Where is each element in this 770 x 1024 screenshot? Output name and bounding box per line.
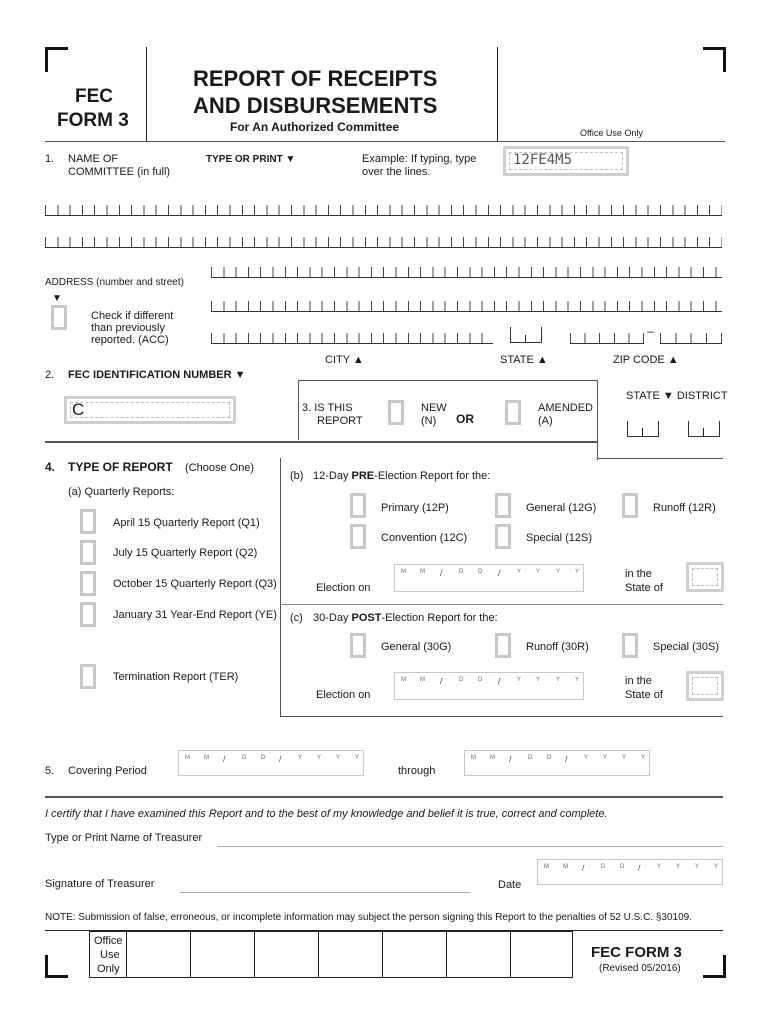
office-grid-col-5 (382, 931, 383, 978)
general-12g-label: General (12G) (526, 502, 597, 514)
date-separator: / (498, 676, 501, 686)
state-label: STATE ▲ (500, 354, 548, 366)
treasurer-name-line[interactable] (218, 846, 723, 847)
section-4-divider (280, 458, 281, 716)
pre-election-state-field[interactable] (686, 562, 724, 592)
post-election-label (313, 612, 498, 625)
address-changed-label-2: than previously (91, 322, 165, 334)
general-30g-checkbox[interactable] (350, 633, 366, 658)
section-3-separator-right (597, 458, 723, 459)
zip-extension-field[interactable] (660, 333, 722, 344)
q1-checkbox[interactable] (80, 509, 96, 534)
special-12s-label: Special (12S) (526, 532, 593, 544)
post-election-in-the: in the (625, 675, 652, 687)
q3-checkbox[interactable] (80, 571, 96, 596)
address-arrow-icon: ▼ (52, 293, 62, 304)
post-election-on-label: Election on (316, 689, 371, 701)
runoff-12r-label: Runoff (12R) (653, 502, 716, 514)
ter-checkbox[interactable] (80, 664, 96, 689)
corner-mark-top-left (45, 47, 68, 72)
date-placeholder-y: Y (657, 864, 662, 870)
type-or-print-label: TYPE OR PRINT ▼ (206, 154, 296, 165)
typing-example-2: over the lines. (362, 166, 431, 178)
primary-12p-label: Primary (12P) (381, 502, 449, 514)
date-placeholder-m: M (401, 677, 406, 683)
ter-label: Termination Report (TER) (113, 671, 239, 683)
date-placeholder-y: Y (556, 569, 561, 575)
covering-period-start-field[interactable] (178, 750, 364, 776)
footer-revised-date: (Revised 05/2016) (599, 963, 681, 974)
runoff-12r-checkbox[interactable] (622, 493, 638, 518)
date-placeholder-y: Y (298, 755, 303, 761)
office-use-label-3: Only (97, 963, 120, 975)
post-election-suffix: -Election Report for the: (381, 612, 498, 624)
new-report-label-2: (N) (421, 415, 437, 427)
zip-code-field[interactable] (570, 333, 644, 344)
date-separator: / (565, 754, 568, 764)
post-election-bold: POST (351, 612, 382, 624)
form-label-number: FORM 3 (57, 110, 129, 131)
date-placeholder-y: Y (336, 755, 341, 761)
pre-election-state-of: State of (625, 582, 663, 594)
date-placeholder-d: D (547, 755, 552, 761)
special-30s-label: Special (30S) (653, 641, 720, 653)
address-changed-checkbox[interactable] (51, 305, 67, 330)
date-placeholder-y: Y (603, 755, 608, 761)
date-placeholder-y: Y (575, 569, 580, 575)
pre-election-separator (280, 604, 723, 605)
pre-election-suffix: -Election Report for the: (374, 470, 491, 482)
header-line (45, 141, 725, 142)
date-placeholder-y: Y (355, 755, 360, 761)
committee-name-label-2: COMMITTEE (in full) (68, 166, 171, 178)
runoff-30r-checkbox[interactable] (495, 633, 511, 658)
signature-date-label: Date (498, 879, 522, 891)
zip-label: ZIP CODE ▲ (613, 354, 679, 366)
post-election-marker: (c) (290, 612, 303, 624)
report-title-line-2: AND DISBURSEMENTS (193, 93, 438, 118)
q3-label: October 15 Quarterly Report (Q3) (113, 578, 277, 590)
section-2-line (298, 380, 597, 381)
date-placeholder-m: M (420, 569, 425, 575)
treasurer-signature-label: Signature of Treasurer (45, 878, 155, 890)
primary-12p-checkbox[interactable] (350, 493, 366, 518)
fec-id-prefix: C (72, 400, 85, 419)
office-grid-col-7 (510, 931, 511, 978)
convention-12c-checkbox[interactable] (350, 524, 366, 549)
q2-checkbox[interactable] (80, 540, 96, 565)
date-placeholder-m: M (563, 864, 568, 870)
district-field[interactable] (688, 421, 720, 437)
office-grid-col-6 (446, 931, 447, 978)
date-placeholder-m: M (471, 755, 476, 761)
office-grid-col-4 (318, 931, 319, 978)
quarterly-reports-label: (a) Quarterly Reports: (68, 486, 175, 498)
corner-mark-top-right (703, 47, 726, 72)
address-line-2[interactable] (211, 301, 722, 312)
section-4-bottom-line (280, 716, 723, 717)
footer-top-line (45, 930, 723, 931)
certification-statement: I certify that I have examined this Report and to the best of my knowledge and belief it is true, correct and complete. (45, 808, 608, 820)
address-label: ADDRESS (number and street) (45, 277, 184, 288)
date-placeholder-y: Y (556, 677, 561, 683)
date-placeholder-d: D (459, 569, 464, 575)
date-separator: / (638, 863, 641, 873)
section-5-separator (45, 796, 723, 798)
date-separator: / (498, 568, 501, 578)
date-placeholder-d: D (242, 755, 247, 761)
office-grid-col-3 (254, 931, 255, 978)
through-label: through (398, 765, 436, 777)
general-30g-label: General (30G) (381, 641, 452, 653)
section-1-number: 1. (45, 153, 55, 165)
post-election-prefix: 30-Day (313, 612, 352, 624)
post-election-state-of: State of (625, 689, 663, 701)
date-placeholder-y: Y (575, 677, 580, 683)
state-district-label: STATE ▼ DISTRICT (626, 390, 728, 402)
office-use-grid (89, 931, 573, 978)
state-district-divider (597, 380, 598, 460)
office-code: 12FE4M5 (513, 152, 573, 168)
amended-report-label-2: (A) (538, 415, 553, 427)
form-label-fec: FEC (75, 86, 113, 107)
date-placeholder-d: D (478, 569, 483, 575)
fec-id-label: FEC IDENTIFICATION NUMBER ▼ (68, 369, 246, 381)
date-placeholder-m: M (185, 755, 190, 761)
date-separator: / (223, 754, 226, 764)
date-placeholder-d: D (478, 677, 483, 683)
convention-12c-label: Convention (12C) (381, 532, 468, 544)
report-type-label-1: 3. IS THIS (302, 402, 353, 414)
date-separator: / (582, 863, 585, 873)
date-placeholder-y: Y (536, 569, 541, 575)
q1-label: April 15 Quarterly Report (Q1) (113, 517, 260, 529)
state-code-divider (642, 428, 643, 436)
date-placeholder-y: Y (584, 755, 589, 761)
date-placeholder-y: Y (517, 677, 522, 683)
new-report-checkbox[interactable] (388, 400, 404, 425)
covering-period-end-field[interactable] (464, 750, 650, 776)
office-grid-col-1 (126, 931, 127, 978)
section-3-separator (45, 441, 598, 443)
pre-election-prefix: 12-Day (313, 470, 352, 482)
committee-name-line-1[interactable] (45, 205, 722, 216)
date-placeholder-y: Y (536, 677, 541, 683)
section-5-number: 5. (45, 765, 55, 777)
section-2-number: 2. (45, 369, 55, 381)
date-placeholder-y: Y (517, 569, 522, 575)
section-2-line-vertical (298, 380, 299, 440)
address-line-1[interactable] (211, 267, 722, 278)
pre-election-bold: PRE (351, 470, 375, 482)
type-of-report-label: TYPE OF REPORT (68, 460, 173, 474)
office-use-only-label: Office Use Only (580, 128, 643, 138)
footer-form-name: FEC FORM 3 (591, 944, 682, 961)
typing-example-1: Example: If typing, type (362, 153, 477, 165)
date-placeholder-y: Y (676, 864, 681, 870)
state-code-field[interactable] (627, 421, 659, 437)
date-placeholder-y: Y (622, 755, 627, 761)
date-placeholder-d: D (459, 677, 464, 683)
date-placeholder-d: D (601, 864, 606, 870)
city-label: CITY ▲ (325, 354, 364, 366)
date-placeholder-d: D (261, 755, 266, 761)
header-divider-right (497, 47, 498, 142)
treasurer-signature-line[interactable] (180, 892, 470, 893)
section-4-number: 4. (45, 460, 56, 474)
pre-election-marker: (b) (290, 470, 304, 482)
pre-election-label (313, 470, 490, 483)
treasurer-name-label: Type or Print Name of Treasurer (45, 832, 203, 844)
amended-report-checkbox[interactable] (505, 400, 521, 425)
penalty-note: NOTE: Submission of false, erroneous, or incomplete information may subject the person signing this Report to the penalties of 52 U.S.C. §30109. (45, 912, 693, 923)
corner-mark-bottom-left (45, 955, 68, 978)
date-separator: / (279, 754, 282, 764)
corner-mark-bottom-right (703, 955, 726, 978)
runoff-30r-label: Runoff (30R) (526, 641, 589, 653)
city-field[interactable] (211, 333, 493, 344)
special-30s-checkbox[interactable] (622, 633, 638, 658)
date-placeholder-m: M (544, 864, 549, 870)
date-separator: / (440, 568, 443, 578)
pre-election-date-field[interactable] (394, 564, 584, 592)
post-election-state-field[interactable] (686, 671, 724, 701)
amended-report-label-1: AMENDED (538, 402, 594, 414)
ye-label: January 31 Year-End Report (YE) (113, 609, 277, 621)
header-divider-left (146, 47, 147, 142)
zip-dash: – (647, 324, 654, 338)
date-placeholder-d: D (620, 864, 625, 870)
covering-period-label: Covering Period (68, 765, 147, 777)
date-placeholder-m: M (401, 569, 406, 575)
address-changed-label-3: reported. (ACC) (91, 334, 169, 346)
or-label: OR (456, 412, 474, 426)
state-field[interactable] (510, 327, 542, 343)
report-subtitle: For An Authorized Committee (230, 120, 400, 134)
state-field-divider (525, 335, 526, 343)
committee-name-label-1: NAME OF (68, 153, 119, 165)
date-separator: / (509, 754, 512, 764)
ye-checkbox[interactable] (80, 602, 96, 627)
date-placeholder-y: Y (714, 864, 719, 870)
report-title-line-1: REPORT OF RECEIPTS (193, 66, 438, 91)
district-field-divider (703, 428, 704, 436)
new-report-label-1: NEW (421, 402, 447, 414)
date-separator: / (440, 676, 443, 686)
special-12s-checkbox[interactable] (495, 524, 511, 549)
date-placeholder-y: Y (317, 755, 322, 761)
choose-one-label: (Choose One) (185, 462, 255, 474)
office-grid-col-2 (190, 931, 191, 978)
address-changed-label-1: Check if different (91, 310, 174, 322)
q2-label: July 15 Quarterly Report (Q2) (113, 547, 258, 559)
post-election-date-field[interactable] (394, 672, 584, 700)
pre-election-on-label: Election on (316, 582, 371, 594)
report-type-label-2: REPORT (317, 415, 363, 427)
committee-name-line-2[interactable] (45, 237, 722, 248)
date-placeholder-d: D (528, 755, 533, 761)
date-placeholder-m: M (490, 755, 495, 761)
general-12g-checkbox[interactable] (495, 493, 511, 518)
date-placeholder-m: M (204, 755, 209, 761)
office-use-label-1: Office (94, 935, 123, 947)
date-placeholder-y: Y (641, 755, 646, 761)
office-use-label-2: Use (100, 949, 120, 961)
pre-election-in-the: in the (625, 568, 652, 580)
fec-id-field[interactable] (64, 396, 236, 424)
date-placeholder-m: M (420, 677, 425, 683)
date-placeholder-y: Y (695, 864, 700, 870)
signature-date-field[interactable] (537, 859, 723, 885)
